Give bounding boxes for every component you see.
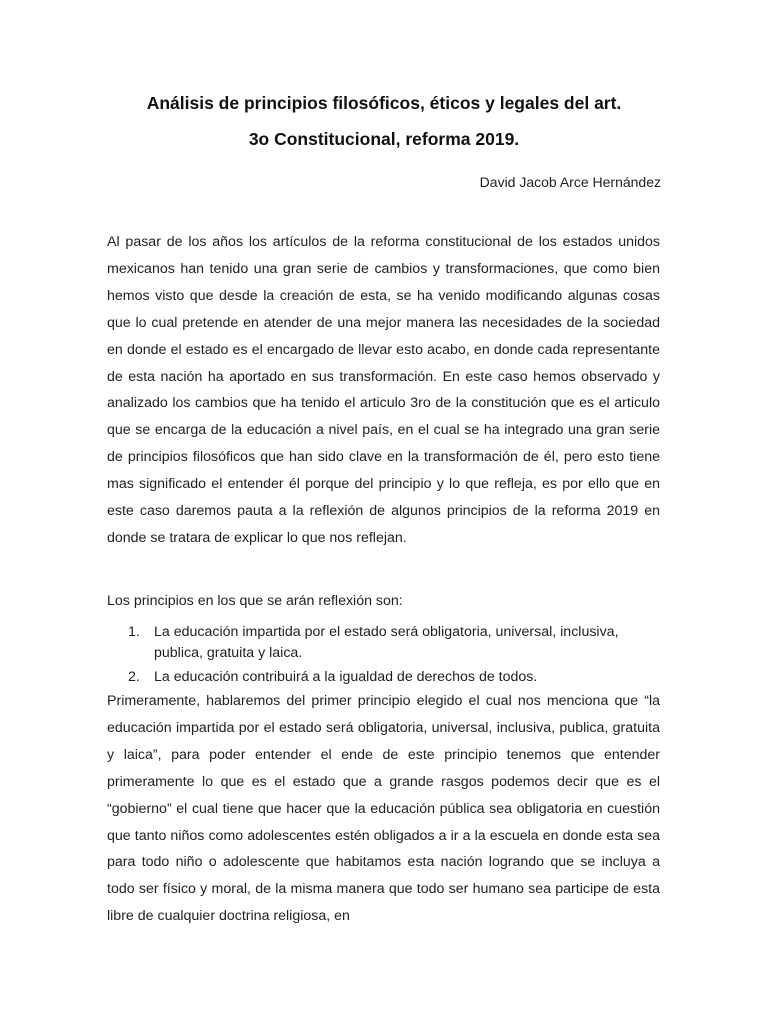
list-item-number: 2. <box>128 669 140 685</box>
list-item <box>107 622 660 664</box>
document-title-line-1: Análisis de principios filosóficos, éticos y legales del art. <box>146 93 622 113</box>
paragraph-principles-intro: Los principios en los que se arán reflexión son: <box>107 593 403 609</box>
list-item <box>107 667 660 688</box>
principles-list <box>107 622 660 691</box>
author-name: David Jacob Arce Hernández <box>479 174 661 190</box>
list-item-text: La educación contribuirá a la igualdad de derechos de todos. <box>154 669 538 685</box>
list-item-number: 1. <box>128 624 140 640</box>
list-item-text: La educación impartida por el estado será obligatoria, universal, inclusiva, publica, gratuita y laica. <box>154 624 619 661</box>
document-title-line-2: 3o Constitucional, reforma 2019. <box>248 129 520 149</box>
paragraph-introduction: Al pasar de los años los artículos de la reforma constitucional de los estados unidos mexicanos han tenido una gran serie de cambios y transformaciones, que como bien hemos visto que desde la creación de esta, se ha venido modificando algunas cosas que lo cual pretende en atender de una mejor manera las necesidades de la sociedad en donde el estado es el encargado de llevar esto acabo, en donde cada representante de esta nación ha aportado en sus transformación. En este caso hemos observado y analizado los cambios que ha tenido el articulo 3ro de la constitución que es el articulo que se encarga de la educación a nivel país, en el cual se ha integrado una gran serie de principios filosóficos que han sido clave en la transformación de él, pero esto tiene mas significado el entender él porque del principio y lo que refleja, es por ello que en este caso daremos pauta a la reflexión de algunos principios de la reforma 2019 en donde se tratara de explicar lo que nos reflejan. <box>107 234 660 546</box>
paragraph-first-principle: Primeramente, hablaremos del primer principio elegido el cual nos menciona que “la educación impartida por el estado será obligatoria, universal, inclusiva, publica, gratuita y laica”, para poder entender el ende de este principio tenemos que entender primeramente lo que es el estado que a grande rasgos podemos decir que es el “gobierno” el cual tiene que hacer que la educación pública sea obligatoria en cuestión que tanto niños como adolescentes estén obligados a ir a la escuela en donde esta sea para todo niño o adolescente que habitamos esta nación logrando que se incluya a todo ser físico y moral, de la misma manera que todo ser humano sea participe de esta libre de cualquier doctrina religiosa, en <box>107 693 660 925</box>
